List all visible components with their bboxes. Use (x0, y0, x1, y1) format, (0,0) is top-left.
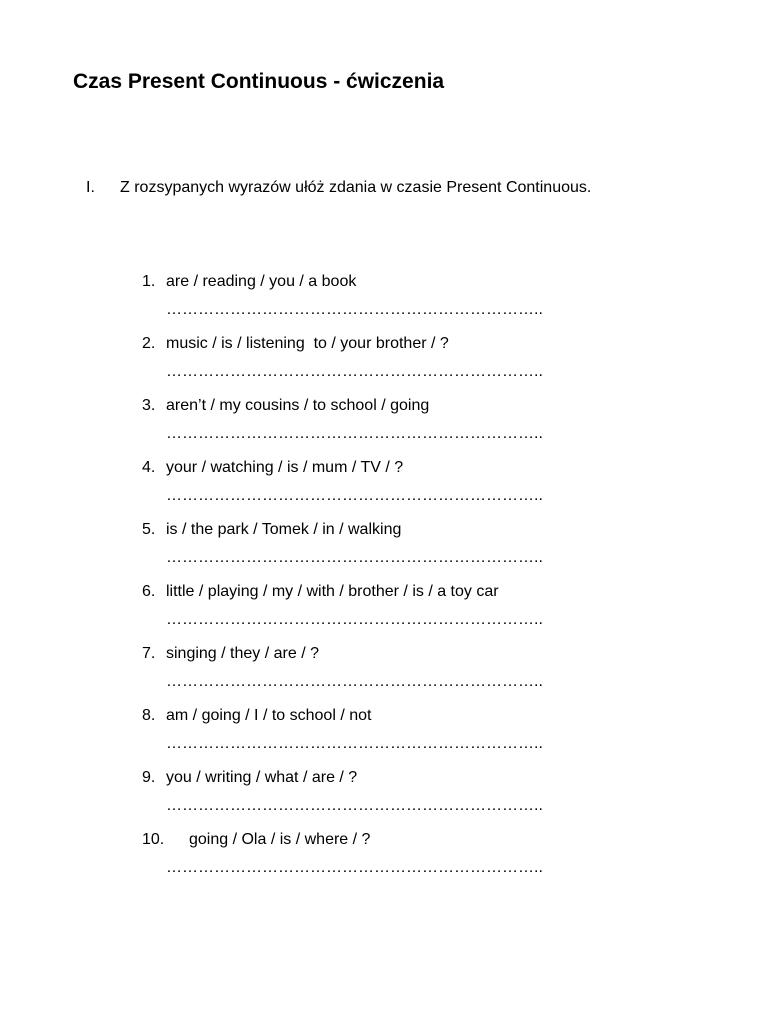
exercise-number: 3. (142, 397, 156, 414)
exercise-number: 2. (142, 335, 156, 352)
exercise-item (0, 583, 768, 645)
exercise-prompt: am / going / I / to school / not (166, 707, 372, 724)
exercise-prompt: aren’t / my cousins / to school / going (166, 397, 430, 414)
exercise-item (0, 769, 768, 831)
section-number: I. (86, 179, 95, 196)
exercise-item (0, 707, 768, 769)
exercise-prompt: are / reading / you / a book (166, 273, 357, 290)
answer-line: …………………………………………………………….. (166, 487, 543, 504)
exercise-number: 5. (142, 521, 156, 538)
exercise-prompt: you / writing / what / are / ? (166, 769, 358, 786)
exercise-item (0, 397, 768, 459)
answer-line: …………………………………………………………….. (166, 611, 543, 628)
exercise-number: 9. (142, 769, 156, 786)
instruction-text: Z rozsypanych wyrazów ułóż zdania w czasie Present Continuous. (120, 179, 592, 196)
exercise-number: 4. (142, 459, 156, 476)
exercise-prompt: is / the park / Tomek / in / walking (166, 521, 402, 538)
answer-line: …………………………………………………………….. (166, 797, 543, 814)
exercise-number: 10. (142, 831, 165, 848)
exercise-number: 1. (142, 273, 156, 290)
exercise-number: 7. (142, 645, 156, 662)
exercise-item (0, 273, 768, 335)
answer-line: …………………………………………………………….. (166, 363, 543, 380)
exercise-item (0, 335, 768, 397)
exercise-number: 8. (142, 707, 156, 724)
exercise-item (0, 831, 768, 893)
page-title: Czas Present Continuous - ćwiczenia (73, 70, 445, 93)
exercise-item (0, 521, 768, 583)
answer-line: …………………………………………………………….. (166, 549, 543, 566)
exercise-prompt: your / watching / is / mum / TV / ? (166, 459, 404, 476)
exercise-item (0, 645, 768, 707)
answer-line: …………………………………………………………….. (166, 859, 543, 876)
answer-line: …………………………………………………………….. (166, 735, 543, 752)
exercise-prompt: singing / they / are / ? (166, 645, 319, 662)
answer-line: …………………………………………………………….. (166, 301, 543, 318)
answer-line: …………………………………………………………….. (166, 425, 543, 442)
exercise-prompt: going / Ola / is / where / ? (189, 831, 371, 848)
exercise-prompt: music / is / listening to / your brother / ? (166, 335, 449, 352)
answer-line: …………………………………………………………….. (166, 673, 543, 690)
exercise-number: 6. (142, 583, 156, 600)
exercise-item (0, 459, 768, 521)
exercise-prompt: little / playing / my / with / brother / is / a toy car (166, 583, 499, 600)
